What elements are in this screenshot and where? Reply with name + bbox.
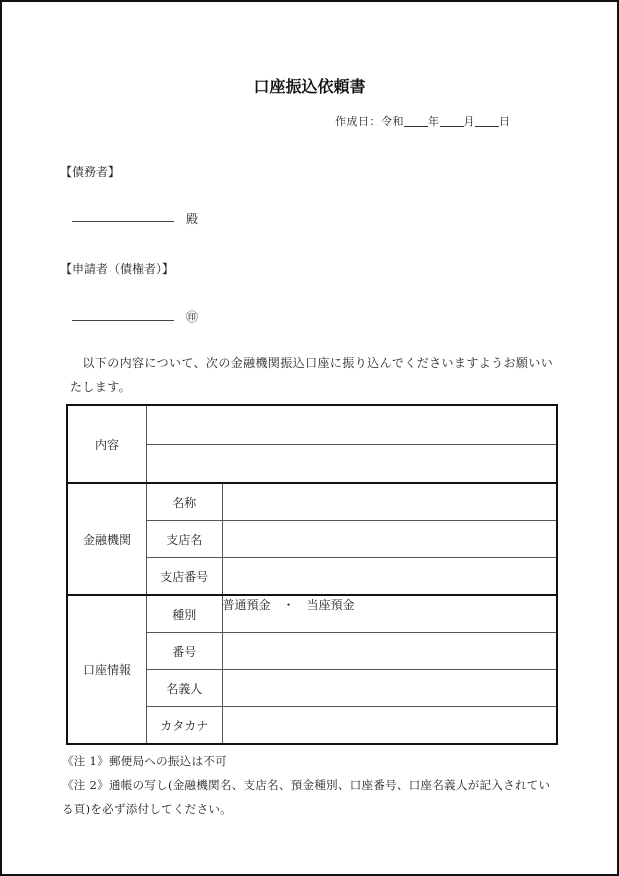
account-holder-label: 名義人: [147, 670, 223, 707]
katakana-label: カタカナ: [147, 707, 223, 745]
account-type-label: 種別: [147, 595, 223, 633]
branch-name-field[interactable]: [222, 521, 557, 558]
applicant-label: 【申請者（債権者）】: [60, 262, 175, 276]
bank-name-field[interactable]: [222, 483, 557, 521]
branch-name-label: 支店名: [147, 521, 223, 558]
debtor-honorific: 殿: [186, 212, 199, 226]
content-field-2[interactable]: [147, 444, 558, 483]
day-label: 日: [499, 115, 511, 128]
bank-label-cell: [67, 483, 147, 595]
account-number-label: 番号: [147, 633, 223, 670]
branch-number-label: 支店番号: [147, 558, 223, 596]
transfer-info-table: [66, 404, 558, 745]
year-blank[interactable]: [404, 114, 428, 127]
request-text: 以下の内容について、次の金融機関振込口座に振り込んでくださいますようお願いいたします。: [70, 356, 554, 394]
content-label: 内容: [94, 437, 119, 452]
document-title: 口座振込依頼書: [253, 77, 366, 96]
branch-number-field[interactable]: [222, 558, 557, 596]
note-1: 《注 1》郵便局への振込は不可: [62, 754, 227, 768]
account-number-field[interactable]: [222, 633, 557, 670]
debtor-name-line[interactable]: [72, 221, 174, 222]
note-2: 《注 2》通帳の写し(金融機関名、支店名、預金種別、口座番号、口座名義人が記入されている頁)を必ず添付してください。: [62, 778, 551, 816]
notes: [62, 749, 562, 821]
year-label: 年: [428, 115, 440, 128]
applicant-name-line[interactable]: [72, 320, 174, 321]
bank-label: 金融機関: [82, 532, 131, 547]
katakana-field[interactable]: [222, 707, 557, 745]
date-prefix: 作成日：令和: [335, 115, 404, 128]
month-label: 月: [463, 115, 475, 128]
creation-date: [335, 113, 511, 129]
account-label: 口座情報: [82, 663, 131, 677]
debtor-label: 【債務者】: [60, 165, 121, 179]
seal-mark: ㊞: [186, 310, 199, 324]
account-label-cell: [67, 595, 147, 744]
account-holder-field[interactable]: [222, 670, 557, 707]
content-label-cell: [67, 405, 147, 483]
month-blank[interactable]: [440, 114, 464, 127]
content-field-1[interactable]: [147, 405, 558, 444]
bank-name-label: 名称: [147, 483, 223, 521]
account-type-field[interactable]: 普通預金 ・ 当座預金: [222, 595, 557, 633]
day-blank[interactable]: [475, 114, 499, 127]
